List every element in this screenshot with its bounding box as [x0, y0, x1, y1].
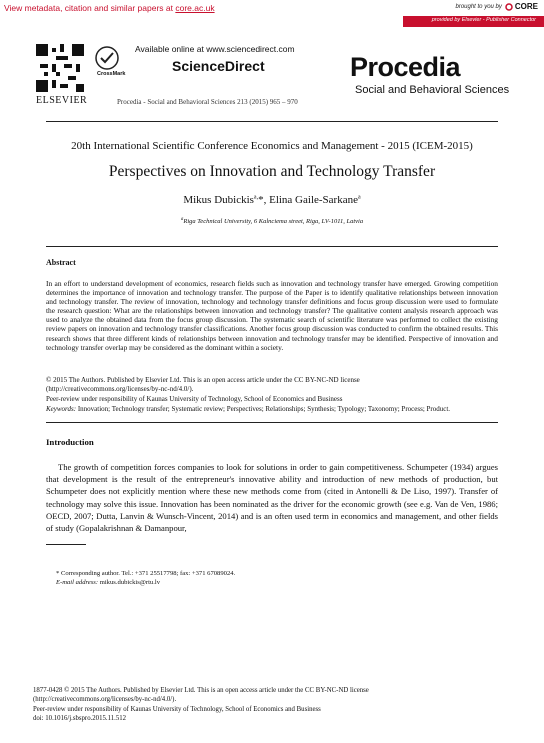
crossmark-icon[interactable]	[95, 46, 119, 70]
footer-copyright: 1877-0428 © 2015 The Authors. Published by Elsevier Ltd. This is an open access article under the CC BY-NC-ND license	[33, 687, 369, 694]
core-left-text: View metadata, citation and similar papers at	[4, 3, 176, 13]
footnote-rule	[46, 544, 86, 545]
strip-text: provided by Elsevier - Publisher Connector	[431, 17, 536, 23]
core-brought-by[interactable]	[456, 2, 539, 11]
core-brought-text: brought to you by	[455, 3, 502, 10]
crossmark-label: CrossMark	[97, 71, 126, 77]
keywords-list: Innovation; Technology transfer; Systematic review; Perspectives; Relationships; Synthesis; Typology; Taxonomy; Process; Product.	[76, 405, 451, 413]
footer-license-link[interactable]: (http://creativecommons.org/licenses/by-nc-nd/4.0/).	[33, 696, 177, 704]
email-label: E-mail address:	[56, 579, 99, 586]
author-name: Mikus Dubickis	[183, 194, 254, 206]
affiliation	[0, 217, 544, 225]
footer-doi[interactable]: doi: 10.1016/j.sbspro.2015.11.512	[33, 715, 127, 723]
license-link[interactable]: (http://creativecommons.org/licenses/by-nc-nd/4.0/).	[46, 385, 194, 394]
core-logo	[505, 2, 538, 11]
procedia-subtitle: Social and Behavioral Sciences	[355, 84, 510, 96]
corresponding-marker: *	[258, 194, 264, 206]
author-name-2: Elina Gaile-Sarkane	[269, 194, 358, 206]
sciencedirect-logo: ScienceDirect	[172, 58, 265, 74]
email-line	[56, 578, 235, 587]
email-address[interactable]: mikus.dubickis@rtu.lv	[98, 579, 160, 586]
available-online: Available online at www.sciencedirect.com	[135, 44, 295, 54]
paper-title: Perspectives on Innovation and Technology Transfer	[108, 163, 436, 180]
publisher-name: ELSEVIER	[36, 95, 88, 106]
author-affil-marker-2: a	[357, 194, 361, 201]
page-footer	[33, 686, 369, 724]
footer-peer-review: Peer-review under responsibility of Kaunas University of Technology, School of Economics and Business	[33, 705, 321, 713]
core-metadata-link[interactable]	[4, 3, 215, 13]
core-logo-icon	[505, 3, 513, 11]
abstract-body: In an effort to understand development of economics, research fields such as innovation and technology transfer have emerged. Growing competition determines the importance of innovation and technology transfer. The purpose of the Paper is to identify qualitative relationships between innovation and technology transfer. The review of innovation, technology and technology transfer definitions and focus group discussion were used to formulate the research question: What are the relationships between innovation and technology transfer? The qualitative content analysis research approach was used to analyze the obtained data from the focus group discussion. The systematic search of scientific literature was performed to collect the existing review papers on innovation and technology transfer classifications. Another focus group discussion was conducted to confirm the obtained results. This research shows that three different kinds of relationships between innovation and technology transfer may be identified. Perspective of innovation and technology transfer overlap may be considered as the dominant within a society.	[46, 279, 498, 352]
footnote	[56, 569, 235, 587]
author-separator: ,	[263, 194, 270, 206]
abstract-bottom-rule	[46, 422, 498, 423]
introduction-heading: Introduction	[46, 437, 94, 447]
introduction-body: The growth of competition forces companies to look for solutions in order to gain competitiveness. Schumpeter (1934) argues that development is the result of the entrepreneur's innovative ability and introduction of new methods of production, but Schumpeter does not explicitly mention where these new methods come from (cited in Antonelli & De Liso, 1997). Transfer of technology may solve this issue. Innovation has been nominated as the driver for the economic growth (see e.g. Van de Ven, 1986; OECD, 2007; Dutta, Lanvin & Wunsch-Vincent, 2014) and is an often used term in economics and management, and other fields of study (Gopalakrishnan & Damanpour,	[46, 462, 498, 534]
publisher-connector-strip[interactable]	[403, 16, 544, 27]
corresponding-author: * Corresponding author. Tel.: +371 25517798; fax: +371 67089024.	[56, 570, 236, 577]
journal-citation: Procedia - Social and Behavioral Sciences 213 (2015) 965 – 970	[117, 98, 298, 106]
abstract-license	[46, 376, 498, 404]
abstract-top-rule	[46, 246, 498, 247]
keywords-label: Keywords:	[46, 405, 77, 413]
keywords	[46, 405, 498, 413]
author-affil-marker: a,	[253, 194, 259, 201]
license-line-1: © 2015 The Authors. Published by Elsevier Ltd. This is an open access article under the CC BY-NC-ND license	[46, 376, 360, 384]
header-rule	[46, 121, 498, 122]
license-peer-review: Peer-review under responsibility of Kaunas University of Technology, School of Economics and Business	[46, 394, 343, 403]
procedia-logo: Procedia	[350, 52, 461, 82]
abstract-heading: Abstract	[46, 258, 76, 267]
affiliation-text: Riga Technical University, 6 Kalnciema street, Riga, LV-1011, Latvia	[183, 218, 364, 226]
core-banner	[0, 0, 544, 28]
core-logo-text: CORE	[514, 2, 538, 11]
affiliation-marker: a	[180, 217, 184, 222]
conference-name: 20th International Scientific Conference Economics and Management - 2015 (ICEM-2015)	[71, 140, 473, 152]
qr-code-icon	[36, 44, 84, 92]
core-link[interactable]: core.ac.uk	[175, 3, 215, 13]
author-list	[0, 194, 544, 206]
